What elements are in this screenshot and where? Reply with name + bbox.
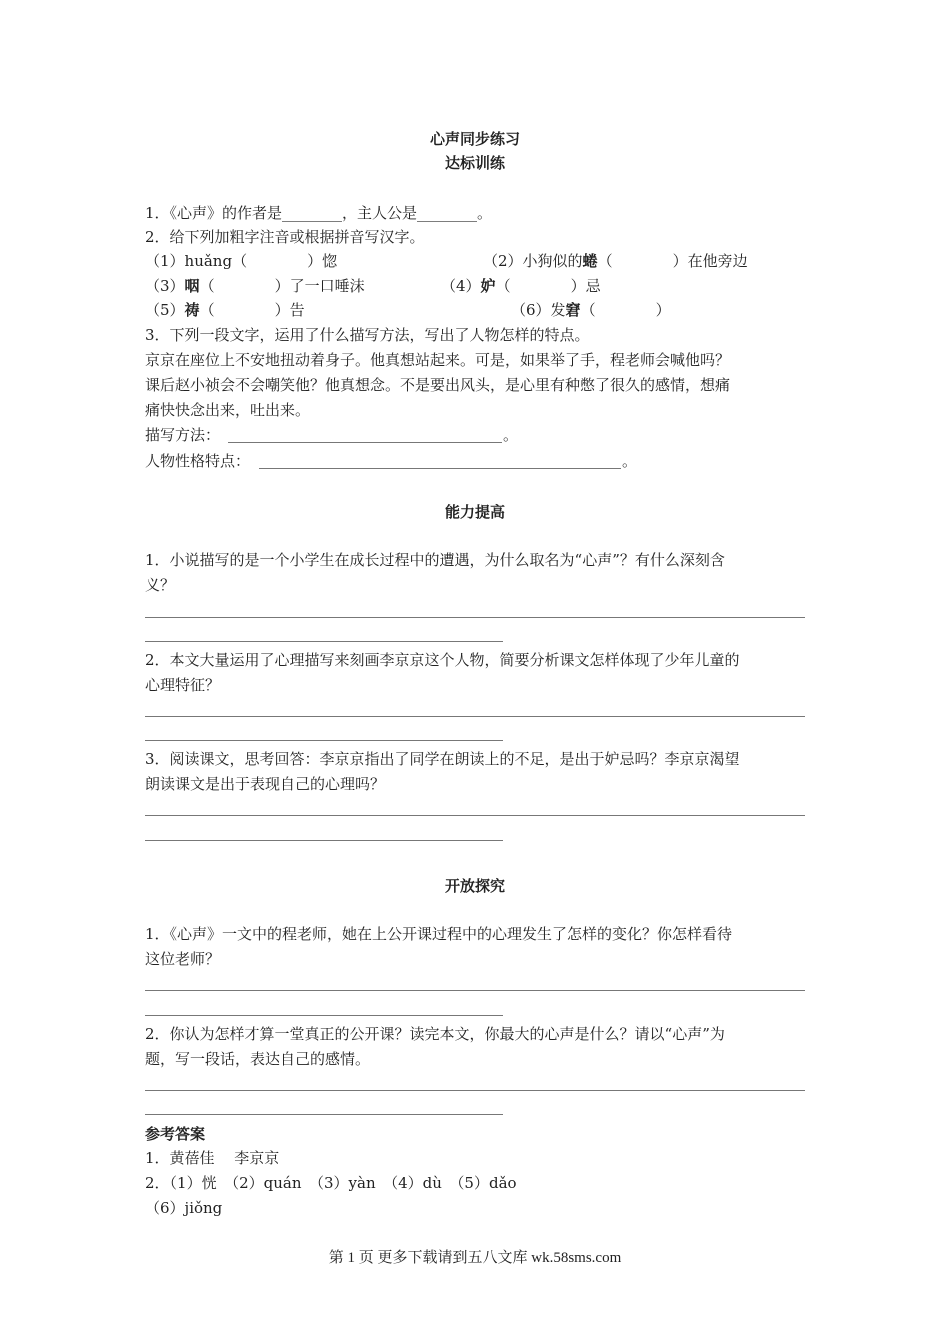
section-heading-basic: 达标训练: [444, 154, 505, 172]
answer-2: 2．（1）恍 （2）quán （3）yàn （4）dù （5）dǎo: [145, 1174, 517, 1192]
section-heading-explore: 开放探究: [444, 877, 505, 895]
method-blank: [228, 442, 502, 443]
passage-line-1: 京京在座位上不安地扭动着身子。他真想站起来。可是，如果举了手，程老师会喊他吗？: [145, 351, 731, 369]
passage-line-2: 课后赵小祯会不会嘲笑他？他真想念。不是要出风头，是心里有种憋了很久的感情，想痛: [145, 376, 731, 394]
answer-3: （6）jiǒng: [145, 1199, 223, 1217]
question-1: 1．《心声》的作者是________，主人公是________。: [145, 204, 493, 222]
answer-1: 1．黄蓓佳 李京京: [145, 1149, 280, 1167]
answer-line: [145, 641, 503, 642]
trait-end: 。: [622, 452, 638, 470]
explore-q2-line-2: 题，写一段话，表达自己的感情。: [145, 1050, 371, 1068]
section-heading-improve: 能力提高: [444, 503, 505, 521]
question-2: 2．给下列加粗字注音或根据拼音写汉字。: [145, 228, 425, 246]
answer-line: [145, 716, 805, 717]
improve-q2-line-2: 心理特征？: [145, 676, 221, 694]
improve-q1-line-2: 义？: [145, 576, 176, 594]
question-3: 3．下列一段文字，运用了什么描写方法，写出了人物怎样的特点。: [145, 326, 590, 344]
item-5: （5）祷（ ）告: [145, 301, 305, 319]
answer-line: [145, 1114, 503, 1115]
answer-line: [145, 990, 805, 991]
explore-q1-line-1: 1．《心声》一文中的程老师，她在上公开课过程中的心理发生了怎样的变化？你怎样看待: [145, 925, 733, 943]
item-6: （6）发窘（ ）: [511, 301, 671, 319]
item-3: （3）咽（ ）了一口唾沫: [145, 277, 365, 295]
item-1: （1）huǎng（ ）惚: [145, 252, 338, 270]
method-end: 。: [503, 426, 519, 444]
answer-line: [145, 1015, 503, 1016]
improve-q3-line-2: 朗读课文是出于表现自己的心理吗？: [145, 775, 386, 793]
page-title: 心声同步练习: [429, 130, 520, 148]
method-label: 描写方法：: [145, 426, 221, 444]
item-4: （4）妒（ ）忌: [441, 277, 601, 295]
trait-label: 人物性格特点：: [145, 452, 251, 470]
improve-q2-line-1: 2．本文大量运用了心理描写来刻画李京京这个人物，简要分析课文怎样体现了少年儿童的: [145, 651, 740, 669]
answer-line: [145, 815, 805, 816]
explore-q1-line-2: 这位老师？: [145, 950, 221, 968]
answer-line: [145, 840, 503, 841]
explore-q2-line-1: 2．你认为怎样才算一堂真正的公开课？读完本文，你最大的心声是什么？请以“心声”为: [145, 1025, 725, 1043]
passage-line-3: 痛快快念出来，吐出来。: [145, 401, 311, 419]
answers-heading: 参考答案: [145, 1125, 206, 1143]
improve-q1-line-1: 1．小说描写的是一个小学生在成长过程中的遭遇，为什么取名为“心声”？有什么深刻含: [145, 551, 725, 569]
trait-blank: [259, 468, 621, 469]
answer-line: [145, 740, 503, 741]
improve-q3-line-1: 3．阅读课文，思考回答：李京京指出了同学在朗读上的不足，是出于妒忌吗？李京京渴望: [145, 750, 740, 768]
answer-line: [145, 1090, 805, 1091]
answer-line: [145, 617, 805, 618]
page-footer: 第 1 页 更多下载请到五八文库 wk.58sms.com: [328, 1250, 622, 1266]
item-2: （2）小狗似的蜷（ ）在他旁边: [483, 252, 748, 270]
